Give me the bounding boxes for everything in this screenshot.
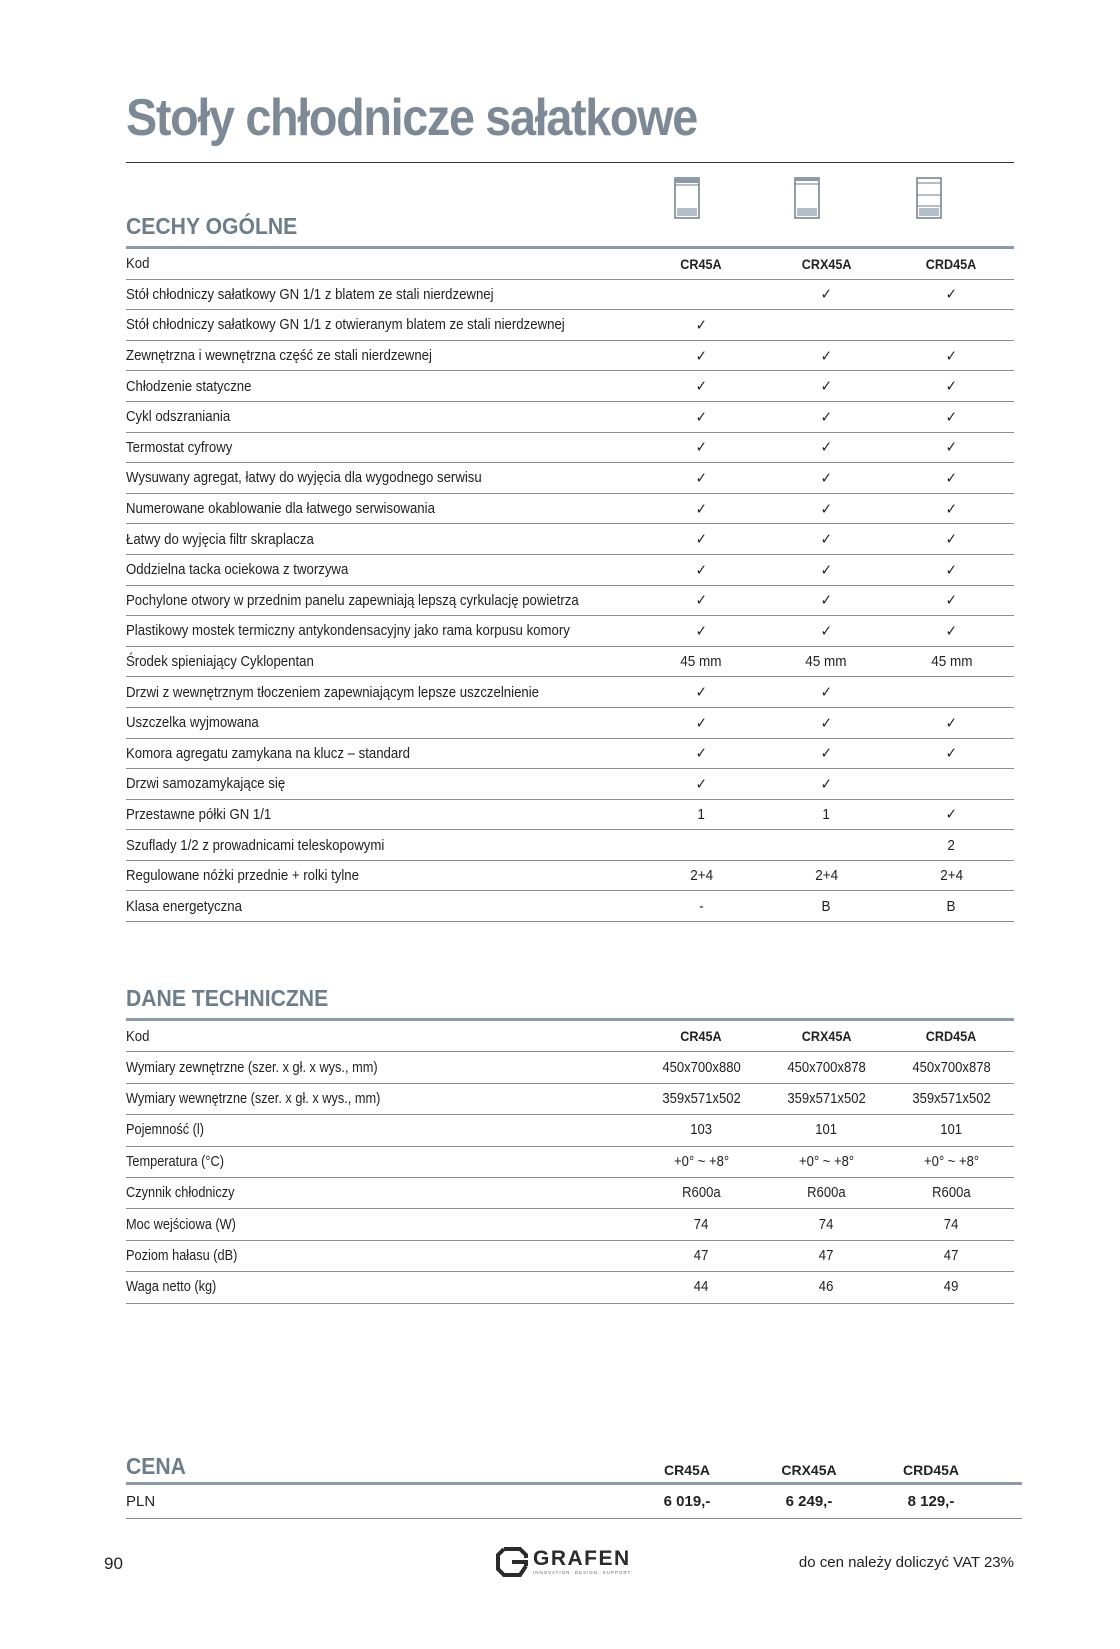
row-label: Stół chłodniczy sałatkowy GN 1/1 z blatem ze stali nierdzewnej bbox=[126, 279, 639, 310]
table-row bbox=[126, 738, 1014, 769]
salad-counter-icon bbox=[794, 177, 820, 219]
model-crx45a: CRX45A bbox=[764, 249, 889, 279]
row-value: ✓ bbox=[639, 401, 764, 432]
table-row bbox=[126, 860, 1014, 891]
row-value: ✓ bbox=[764, 432, 889, 463]
row-value: ✓ bbox=[764, 585, 889, 616]
row-label: Plastikowy mostek termiczny antykondensacyjny jako rama korpusu komory bbox=[126, 616, 639, 647]
row-value: R600a bbox=[639, 1177, 764, 1208]
row-value: 74 bbox=[889, 1209, 1014, 1240]
row-label: Pochylone otwory w przednim panelu zapewniają lepszą cyrkulację powietrza bbox=[126, 585, 639, 616]
row-label: Komora agregatu zamykana na klucz – standard bbox=[126, 738, 639, 769]
row-value: ✓ bbox=[889, 371, 1014, 402]
row-value: ✓ bbox=[639, 493, 764, 524]
row-label: Łatwy do wyjęcia filtr skraplacza bbox=[126, 524, 639, 555]
row-value: ✓ bbox=[639, 524, 764, 555]
row-value bbox=[764, 310, 889, 341]
table-header-row bbox=[126, 1021, 1014, 1052]
row-value: 45 mm bbox=[889, 646, 1014, 677]
row-value: ✓ bbox=[889, 463, 1014, 494]
row-value: 1 bbox=[639, 799, 764, 830]
row-value: B bbox=[764, 891, 889, 922]
technical-data-header bbox=[126, 978, 1014, 1018]
table-row bbox=[126, 616, 1014, 647]
salad-counter-icon bbox=[674, 177, 700, 219]
row-value: ✓ bbox=[764, 493, 889, 524]
currency-label: PLN bbox=[126, 1493, 156, 1510]
row-value: ✓ bbox=[889, 279, 1014, 310]
row-value: 47 bbox=[889, 1240, 1014, 1271]
table-row bbox=[126, 1177, 1014, 1208]
row-value: 2+4 bbox=[889, 860, 1014, 891]
row-label: Wymiary zewnętrzne (szer. x gł. x wys., mm) bbox=[126, 1052, 639, 1083]
model-cr45a: CR45A bbox=[639, 249, 764, 279]
row-value: ✓ bbox=[639, 554, 764, 585]
row-value: ✓ bbox=[639, 616, 764, 647]
row-value: 450x700x878 bbox=[764, 1052, 889, 1083]
row-value: 47 bbox=[764, 1240, 889, 1271]
row-value: 359x571x502 bbox=[764, 1083, 889, 1114]
model-cr45a: CR45A bbox=[639, 1021, 764, 1052]
table-row bbox=[126, 401, 1014, 432]
price-model-crx45a: CRX45A bbox=[781, 1462, 837, 1478]
table-row bbox=[126, 677, 1014, 708]
row-value: ✓ bbox=[639, 371, 764, 402]
row-value: 74 bbox=[764, 1209, 889, 1240]
technical-data-title: DANE TECHNICZNE bbox=[126, 985, 329, 1011]
brand-logo bbox=[495, 1546, 634, 1578]
row-value: 103 bbox=[639, 1115, 764, 1146]
product-icons bbox=[126, 172, 1014, 220]
grafen-logo-icon bbox=[495, 1546, 529, 1578]
price-crd45a: 8 129,- bbox=[907, 1493, 955, 1510]
table-row bbox=[126, 891, 1014, 922]
row-value: ✓ bbox=[889, 340, 1014, 371]
row-value: 45 mm bbox=[639, 646, 764, 677]
row-value: ✓ bbox=[764, 738, 889, 769]
technical-data-table bbox=[126, 1021, 1014, 1304]
row-label: Chłodzenie statyczne bbox=[126, 371, 639, 402]
row-value: ✓ bbox=[889, 554, 1014, 585]
row-value: ✓ bbox=[764, 279, 889, 310]
row-label: Waga netto (kg) bbox=[126, 1272, 639, 1303]
row-value bbox=[889, 310, 1014, 341]
row-label: Wymiary wewnętrzne (szer. x gł. x wys., mm) bbox=[126, 1083, 639, 1114]
row-value: 359x571x502 bbox=[889, 1083, 1014, 1114]
vat-note: do cen należy doliczyć VAT 23% bbox=[798, 1554, 1014, 1571]
row-value: ✓ bbox=[889, 401, 1014, 432]
row-label: Moc wejściowa (W) bbox=[126, 1209, 639, 1240]
row-value: ✓ bbox=[889, 738, 1014, 769]
row-value bbox=[639, 279, 764, 310]
row-value: ✓ bbox=[639, 738, 764, 769]
table-row bbox=[126, 585, 1014, 616]
row-value: 47 bbox=[639, 1240, 764, 1271]
row-value: ✓ bbox=[889, 707, 1014, 738]
row-value: 101 bbox=[889, 1115, 1014, 1146]
row-label: Oddzielna tacka ociekowa z tworzywa bbox=[126, 554, 639, 585]
row-value: ✓ bbox=[639, 707, 764, 738]
table-row bbox=[126, 432, 1014, 463]
row-value: 101 bbox=[764, 1115, 889, 1146]
page-number: 90 bbox=[104, 1554, 123, 1573]
row-value: ✓ bbox=[889, 493, 1014, 524]
row-value: +0° ~ +8° bbox=[764, 1146, 889, 1177]
table-row bbox=[126, 1272, 1014, 1303]
row-label: Cykl odszraniania bbox=[126, 401, 639, 432]
row-value: ✓ bbox=[639, 677, 764, 708]
row-label: Czynnik chłodniczy bbox=[126, 1177, 639, 1208]
row-label: Poziom hałasu (dB) bbox=[126, 1240, 639, 1271]
table-row bbox=[126, 1115, 1014, 1146]
row-value: 45 mm bbox=[764, 646, 889, 677]
table-row bbox=[126, 554, 1014, 585]
row-value: ✓ bbox=[889, 585, 1014, 616]
row-value: 2+4 bbox=[639, 860, 764, 891]
model-crd45a: CRD45A bbox=[889, 249, 1014, 279]
row-value: ✓ bbox=[639, 432, 764, 463]
table-row bbox=[126, 493, 1014, 524]
row-value: 46 bbox=[764, 1272, 889, 1303]
table-row bbox=[126, 1209, 1014, 1240]
table-row bbox=[126, 1083, 1014, 1114]
row-value: R600a bbox=[889, 1177, 1014, 1208]
row-value bbox=[889, 769, 1014, 800]
row-value: 2 bbox=[889, 830, 1014, 861]
price-crx45a: 6 249,- bbox=[785, 1493, 833, 1510]
row-label: Środek spieniający Cyklopentan bbox=[126, 646, 639, 677]
table-row bbox=[126, 1240, 1014, 1271]
kod-label: Kod bbox=[126, 1021, 639, 1052]
title-divider bbox=[126, 162, 1014, 163]
row-value: ✓ bbox=[639, 340, 764, 371]
row-value: 1 bbox=[764, 799, 889, 830]
table-row bbox=[126, 279, 1014, 310]
row-value: +0° ~ +8° bbox=[889, 1146, 1014, 1177]
price-model-cr45a: CR45A bbox=[664, 1462, 710, 1478]
row-value: ✓ bbox=[764, 371, 889, 402]
row-value: R600a bbox=[764, 1177, 889, 1208]
row-label: Szuflady 1/2 z prowadnicami teleskopowymi bbox=[126, 830, 639, 861]
model-crd45a: CRD45A bbox=[889, 1021, 1014, 1052]
table-row bbox=[126, 524, 1014, 555]
row-value: 450x700x880 bbox=[639, 1052, 764, 1083]
row-value: 2+4 bbox=[764, 860, 889, 891]
row-label: Zewnętrzna i wewnętrzna część ze stali nierdzewnej bbox=[126, 340, 639, 371]
row-value: ✓ bbox=[639, 769, 764, 800]
row-value: ✓ bbox=[639, 310, 764, 341]
general-features-title: CECHY OGÓLNE bbox=[126, 213, 298, 239]
table-row bbox=[126, 1052, 1014, 1083]
row-value: ✓ bbox=[764, 524, 889, 555]
row-value: ✓ bbox=[764, 677, 889, 708]
table-header-row bbox=[126, 249, 1014, 279]
price-title: CENA bbox=[126, 1453, 186, 1479]
model-crx45a: CRX45A bbox=[764, 1021, 889, 1052]
row-value: ✓ bbox=[889, 524, 1014, 555]
row-value bbox=[639, 830, 764, 861]
table-row bbox=[126, 830, 1014, 861]
row-value: 74 bbox=[639, 1209, 764, 1240]
row-label: Przestawne półki GN 1/1 bbox=[126, 799, 639, 830]
row-label: Drzwi z wewnętrznym tłoczeniem zapewniającym lepsze uszczelnienie bbox=[126, 677, 639, 708]
table-row bbox=[126, 340, 1014, 371]
row-label: Klasa energetyczna bbox=[126, 891, 639, 922]
table-row bbox=[126, 769, 1014, 800]
table-row bbox=[126, 707, 1014, 738]
row-value: 359x571x502 bbox=[639, 1083, 764, 1114]
table-row bbox=[126, 310, 1014, 341]
general-features-table bbox=[126, 249, 1014, 922]
row-label: Temperatura (°C) bbox=[126, 1146, 639, 1177]
price-row bbox=[126, 1485, 1022, 1519]
price-section bbox=[126, 1450, 1022, 1519]
row-value: ✓ bbox=[764, 707, 889, 738]
row-label: Wysuwany agregat, łatwy do wyjęcia dla wygodnego serwisu bbox=[126, 463, 639, 494]
row-value: ✓ bbox=[889, 799, 1014, 830]
salad-counter-drawers-icon bbox=[916, 177, 942, 219]
table-row bbox=[126, 646, 1014, 677]
row-value: B bbox=[889, 891, 1014, 922]
general-features-header bbox=[126, 200, 1014, 246]
table-row bbox=[126, 1146, 1014, 1177]
row-value: ✓ bbox=[764, 769, 889, 800]
page-title: Stoły chłodnicze sałatkowe bbox=[126, 89, 697, 147]
row-value: 450x700x878 bbox=[889, 1052, 1014, 1083]
row-value: ✓ bbox=[764, 340, 889, 371]
row-label: Drzwi samozamykające się bbox=[126, 769, 639, 800]
table-row bbox=[126, 463, 1014, 494]
kod-label: Kod bbox=[126, 249, 639, 279]
row-value: - bbox=[639, 891, 764, 922]
row-value bbox=[764, 830, 889, 861]
table-row bbox=[126, 371, 1014, 402]
row-value: ✓ bbox=[764, 554, 889, 585]
row-label: Pojemność (l) bbox=[126, 1115, 639, 1146]
row-value: ✓ bbox=[889, 616, 1014, 647]
row-value: ✓ bbox=[764, 463, 889, 494]
row-value: ✓ bbox=[889, 432, 1014, 463]
row-label: Numerowane okablowanie dla łatwego serwisowania bbox=[126, 493, 639, 524]
row-label: Stół chłodniczy sałatkowy GN 1/1 z otwieranym blatem ze stali nierdzewnej bbox=[126, 310, 639, 341]
row-value: 44 bbox=[639, 1272, 764, 1303]
row-value: ✓ bbox=[764, 401, 889, 432]
price-model-crd45a: CRD45A bbox=[902, 1462, 959, 1478]
general-features-section bbox=[126, 200, 1014, 922]
price-header bbox=[126, 1450, 1022, 1485]
row-value: ✓ bbox=[639, 463, 764, 494]
table-row bbox=[126, 799, 1014, 830]
brand-name: GRAFEN bbox=[533, 1547, 631, 1570]
brand-tagline: INNOVATION. DESIGN. SUPPORT. bbox=[533, 1570, 634, 1575]
technical-data-section bbox=[126, 978, 1014, 1304]
row-label: Uszczelka wyjmowana bbox=[126, 707, 639, 738]
price-cr45a: 6 019,- bbox=[663, 1493, 711, 1510]
row-value: ✓ bbox=[639, 585, 764, 616]
row-label: Termostat cyfrowy bbox=[126, 432, 639, 463]
row-value: ✓ bbox=[764, 616, 889, 647]
row-value bbox=[889, 677, 1014, 708]
row-value: 49 bbox=[889, 1272, 1014, 1303]
row-value: +0° ~ +8° bbox=[639, 1146, 764, 1177]
row-label: Regulowane nóżki przednie + rolki tylne bbox=[126, 860, 639, 891]
